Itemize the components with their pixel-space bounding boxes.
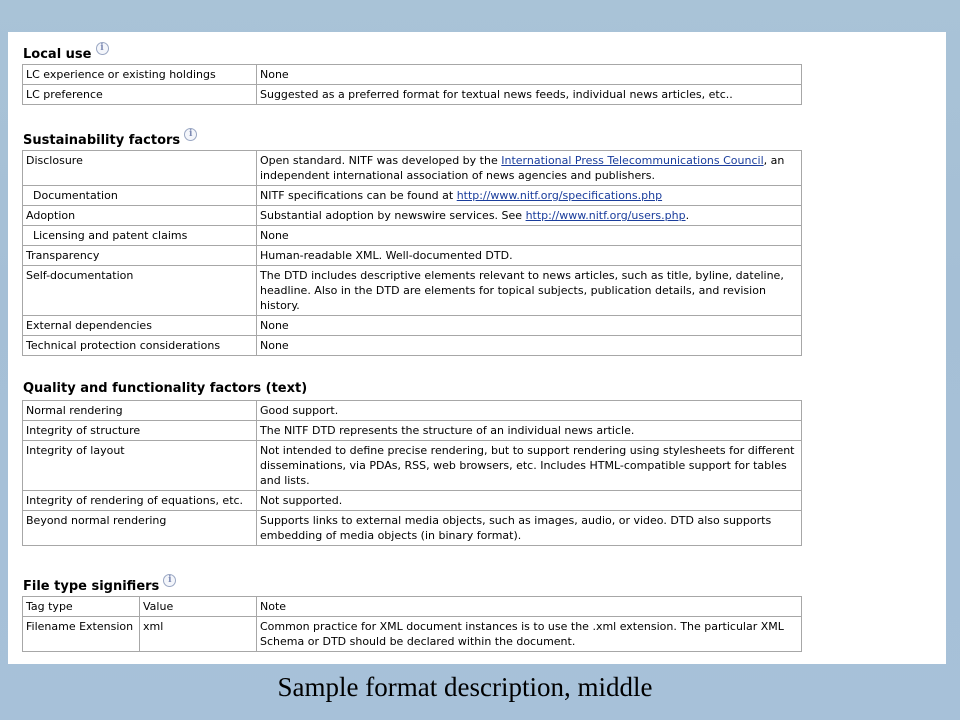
- row-value: None: [257, 316, 802, 336]
- row-label: Integrity of structure: [23, 421, 257, 441]
- slide-caption: Sample format description, middle: [277, 672, 653, 702]
- row-value: None: [257, 226, 802, 246]
- row-value: Supports links to external media objects, such as images, audio, or video. DTD also supports embedding of media objects (in binary format).: [257, 511, 802, 546]
- row-value: Not intended to define precise rendering, but to support rendering using stylesheets for different disseminations, via PDAs, RSS, web browsers, etc. Includes HTML-compatible support for tables and lists.: [257, 441, 802, 491]
- row-value: The DTD includes descriptive elements relevant to news articles, such as title, byline, dateline, headline. Also in the DTD are elements for topical subjects, publication details, and revision history.: [257, 266, 802, 316]
- table-row: [23, 65, 802, 85]
- table-quality: [22, 400, 802, 546]
- info-icon[interactable]: i: [163, 574, 176, 587]
- row-label: Licensing and patent claims: [23, 226, 257, 246]
- cell-tag-type: Filename Extension: [23, 617, 140, 652]
- section-title-sustainability: Sustainability factors i: [22, 128, 802, 150]
- row-label: Technical protection considerations: [23, 336, 257, 356]
- row-label: Self-documentation: [23, 266, 257, 316]
- table-row: [23, 491, 802, 511]
- section-quality: [22, 378, 802, 546]
- section-title-file-type: File type signifiers i: [22, 574, 802, 596]
- table-row: [23, 85, 802, 105]
- section-file-type: [22, 574, 802, 652]
- row-value: Suggested as a preferred format for textual news feeds, individual news articles, etc..: [257, 85, 802, 105]
- table-file-type: [22, 596, 802, 652]
- info-icon[interactable]: i: [184, 128, 197, 141]
- row-label: LC experience or existing holdings: [23, 65, 257, 85]
- row-label: LC preference: [23, 85, 257, 105]
- cell-note: Common practice for XML document instances is to use the .xml extension. The particular XML Schema or DTD should be declared within the document.: [257, 617, 802, 652]
- column-header-note: Note: [257, 597, 802, 617]
- table-row: [23, 401, 802, 421]
- row-value: None: [257, 65, 802, 85]
- table-row: [23, 316, 802, 336]
- row-label: Documentation: [23, 186, 257, 206]
- row-label: Transparency: [23, 246, 257, 266]
- table-row: [23, 441, 802, 491]
- table-row: [23, 151, 802, 186]
- row-value: Substantial adoption by newswire services. See http://www.nitf.org/users.php.: [257, 206, 802, 226]
- table-row: [23, 617, 802, 652]
- row-label: Beyond normal rendering: [23, 511, 257, 546]
- row-label: Disclosure: [23, 151, 257, 186]
- info-icon[interactable]: i: [96, 42, 109, 55]
- section-sustainability: [22, 128, 802, 356]
- section-local-use: [22, 42, 802, 105]
- table-row: [23, 246, 802, 266]
- row-value: Good support.: [257, 401, 802, 421]
- table-row: [23, 206, 802, 226]
- row-value: None: [257, 336, 802, 356]
- table-local-use: [22, 64, 802, 105]
- table-row: [23, 336, 802, 356]
- row-label: Integrity of layout: [23, 441, 257, 491]
- row-value: NITF specifications can be found at http://www.nitf.org/specifications.php: [257, 186, 802, 206]
- table-row: [23, 186, 802, 206]
- row-label: Integrity of rendering of equations, etc.: [23, 491, 257, 511]
- section-title-quality: Quality and functionality factors (text): [23, 381, 308, 396]
- table-sustainability: [22, 150, 802, 356]
- cell-value: xml: [140, 617, 257, 652]
- row-value: Not supported.: [257, 491, 802, 511]
- table-row: [23, 266, 802, 316]
- table-row: [23, 511, 802, 546]
- row-value: The NITF DTD represents the structure of an individual news article.: [257, 421, 802, 441]
- row-label: Normal rendering: [23, 401, 257, 421]
- specifications-link[interactable]: http://www.nitf.org/specifications.php: [456, 189, 663, 202]
- column-header-tag-type: Tag type: [23, 597, 140, 617]
- table-row: [23, 226, 802, 246]
- column-header-value: Value: [140, 597, 257, 617]
- table-row: [23, 421, 802, 441]
- section-title-local-use: Local use i: [22, 42, 802, 64]
- row-label: Adoption: [23, 206, 257, 226]
- row-value: Open standard. NITF was developed by the International Press Telecommunications Council, an independent international association of news agencies and publishers.: [257, 151, 802, 186]
- row-label: External dependencies: [23, 316, 257, 336]
- users-link[interactable]: http://www.nitf.org/users.php: [525, 209, 686, 222]
- ipte-council-link[interactable]: International Press Telecommunications Council: [501, 154, 764, 167]
- row-value: Human-readable XML. Well-documented DTD.: [257, 246, 802, 266]
- table-header-row: [23, 597, 802, 617]
- screenshot-panel: [8, 32, 946, 664]
